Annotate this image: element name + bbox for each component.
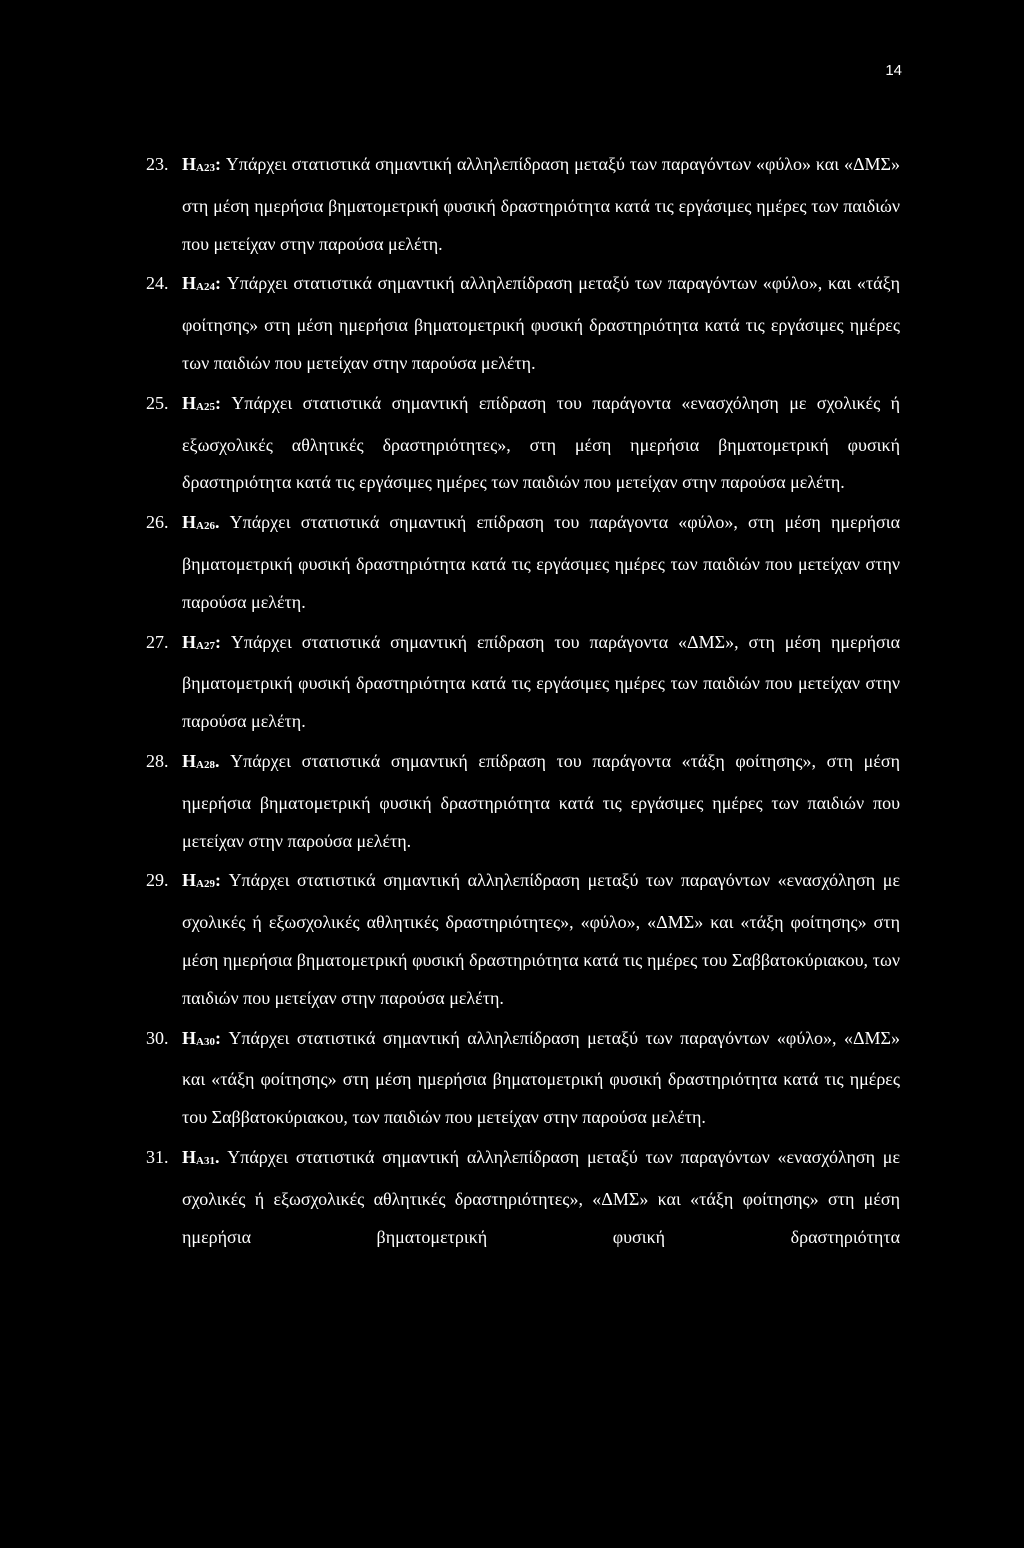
hypothesis-separator: : <box>214 1027 221 1048</box>
hypothesis-subscript: A29 <box>196 878 215 891</box>
hypothesis-item <box>146 1139 900 1256</box>
hypothesis-subscript: A31 <box>196 1154 215 1167</box>
hypothesis-label <box>182 1147 219 1167</box>
hypothesis-number: 26. <box>146 512 169 533</box>
hypothesis-label <box>182 393 221 413</box>
hypothesis-label <box>182 751 219 771</box>
hypothesis-text: Υπάρχει στατιστικά σημαντική επίδραση του παράγοντα «ΔΜΣ», στη μέση ημερήσια βηματομετρική φυσική δραστηριότητα κατά τις εργάσιμες ημέρες των παιδιών που μετείχαν στην παρούσα μελέτη. <box>182 631 901 732</box>
hypotheses-list <box>146 146 900 1258</box>
hypothesis-item <box>146 146 900 263</box>
hypothesis-separator: : <box>214 870 221 891</box>
hypothesis-text: Υπάρχει στατιστικά σημαντική επίδραση του παράγοντα «φύλο», στη μέση ημερήσια βηματομετρική φυσική δραστηριότητα κατά τις εργάσιμες ημέρες των παιδιών που μετείχαν στην παρούσα μελέτη. <box>182 512 900 612</box>
hypothesis-subscript: A27 <box>196 639 215 652</box>
hypothesis-letter: H <box>182 512 197 533</box>
hypothesis-number: 28. <box>146 750 169 771</box>
hypothesis-number: 30. <box>146 1027 169 1048</box>
hypothesis-subscript: A28 <box>196 758 215 771</box>
hypothesis-letter: H <box>182 273 197 294</box>
hypothesis-separator: . <box>214 1146 220 1167</box>
hypothesis-text: Υπάρχει στατιστικά σημαντική αλληλεπίδραση μεταξύ των παραγόντων «ενασχόληση με σχολικές ή εξωσχολικές αθλητικές δραστηριότητες», «ΔΜΣ» και «τάξη φοίτησης» στη μέση ημερήσια βηματομετρική φυσική δραστηριότητα <box>182 1146 901 1247</box>
hypothesis-letter: H <box>182 1146 197 1167</box>
hypothesis-subscript: A26 <box>196 520 215 533</box>
hypothesis-item <box>146 265 900 382</box>
hypothesis-text: Υπάρχει στατιστικά σημαντική αλληλεπίδραση μεταξύ των παραγόντων «φύλο», και «τάξη φοίτησης» στη μέση ημερήσια βηματομετρική φυσική δραστηριότητα κατά τις εργάσιμες ημέρες των παιδιών που μετείχαν στην παρούσα μελέτη. <box>182 273 901 373</box>
hypothesis-separator: : <box>214 392 221 413</box>
hypothesis-item <box>146 504 900 621</box>
hypothesis-letter: H <box>182 750 197 771</box>
hypothesis-number: 27. <box>146 631 169 652</box>
page-number: 14 <box>885 62 902 79</box>
hypothesis-separator: . <box>214 750 220 771</box>
hypothesis-label <box>182 273 221 293</box>
hypothesis-letter: H <box>182 631 197 652</box>
hypothesis-number: 31. <box>146 1146 169 1167</box>
hypothesis-item <box>146 624 900 741</box>
hypothesis-separator: : <box>214 273 221 294</box>
hypothesis-item <box>146 862 900 1017</box>
hypothesis-letter: H <box>182 1027 197 1048</box>
hypothesis-letter: H <box>182 870 197 891</box>
hypothesis-number: 23. <box>146 154 169 174</box>
hypothesis-item <box>146 1020 900 1137</box>
hypothesis-item <box>146 385 900 502</box>
hypothesis-number: 29. <box>146 870 169 891</box>
hypothesis-label <box>182 632 221 652</box>
hypothesis-number: 25. <box>146 392 169 413</box>
hypothesis-separator: : <box>214 631 221 652</box>
hypothesis-text: Υπάρχει στατιστικά σημαντική επίδραση του παράγοντα «τάξη φοίτησης», στη μέση ημερήσια βηματομετρική φυσική δραστηριότητα κατά τις εργάσιμες ημέρες των παιδιών που μετείχαν στην παρούσα μελέτη. <box>182 750 901 851</box>
hypothesis-label <box>182 1028 221 1048</box>
hypothesis-letter: H <box>182 154 197 174</box>
hypothesis-label <box>182 512 219 532</box>
hypothesis-subscript: A30 <box>196 1035 215 1048</box>
hypothesis-subscript: A23 <box>196 162 215 174</box>
hypothesis-label <box>182 154 221 174</box>
hypothesis-text: Υπάρχει στατιστικά σημαντική επίδραση του παράγοντα «ενασχόληση με σχολικές ή εξωσχολικές αθλητικές δραστηριότητες», στη μέση ημερήσια βηματομετρική φυσική δραστηριότητα κατά τις εργάσιμες ημέρες των παιδιών που μετείχαν στην παρούσα μελέτη. <box>182 392 900 493</box>
hypothesis-number: 24. <box>146 273 169 294</box>
hypothesis-subscript: A25 <box>196 400 215 413</box>
hypothesis-subscript: A24 <box>196 281 215 294</box>
hypothesis-text: Υπάρχει στατιστικά σημαντική αλληλεπίδραση μεταξύ των παραγόντων «φύλο» και «ΔΜΣ» στη μέση ημερήσια βηματομετρική φυσική δραστηριότητα κατά τις εργάσιμες ημέρες των παιδιών που μετείχαν στην παρούσα μελέτη. <box>182 154 901 254</box>
hypothesis-letter: H <box>182 392 197 413</box>
hypothesis-separator: . <box>214 512 220 533</box>
hypothesis-text: Υπάρχει στατιστικά σημαντική αλληλεπίδραση μεταξύ των παραγόντων «ενασχόληση με σχολικές ή εξωσχολικές αθλητικές δραστηριότητες», «φύλο», «ΔΜΣ» και «τάξη φοίτησης» στη μέση ημερήσια βηματομετρική φυσική δραστηριότητα κατά τις ημέρες του Σαββατοκύριακου, των παιδιών που μετείχαν στην παρούσα μελέτη. <box>182 870 900 1008</box>
hypothesis-text: Υπάρχει στατιστικά σημαντική αλληλεπίδραση μεταξύ των παραγόντων «φύλο», «ΔΜΣ» και «τάξη φοίτησης» στη μέση ημερήσια βηματομετρική φυσική δραστηριότητα κατά τις ημέρες του Σαββατοκύριακου, των παιδιών που μετείχαν στην παρούσα μελέτη. <box>182 1027 901 1128</box>
hypothesis-item <box>146 743 900 860</box>
hypothesis-label <box>182 870 221 890</box>
hypothesis-separator: : <box>214 154 221 174</box>
